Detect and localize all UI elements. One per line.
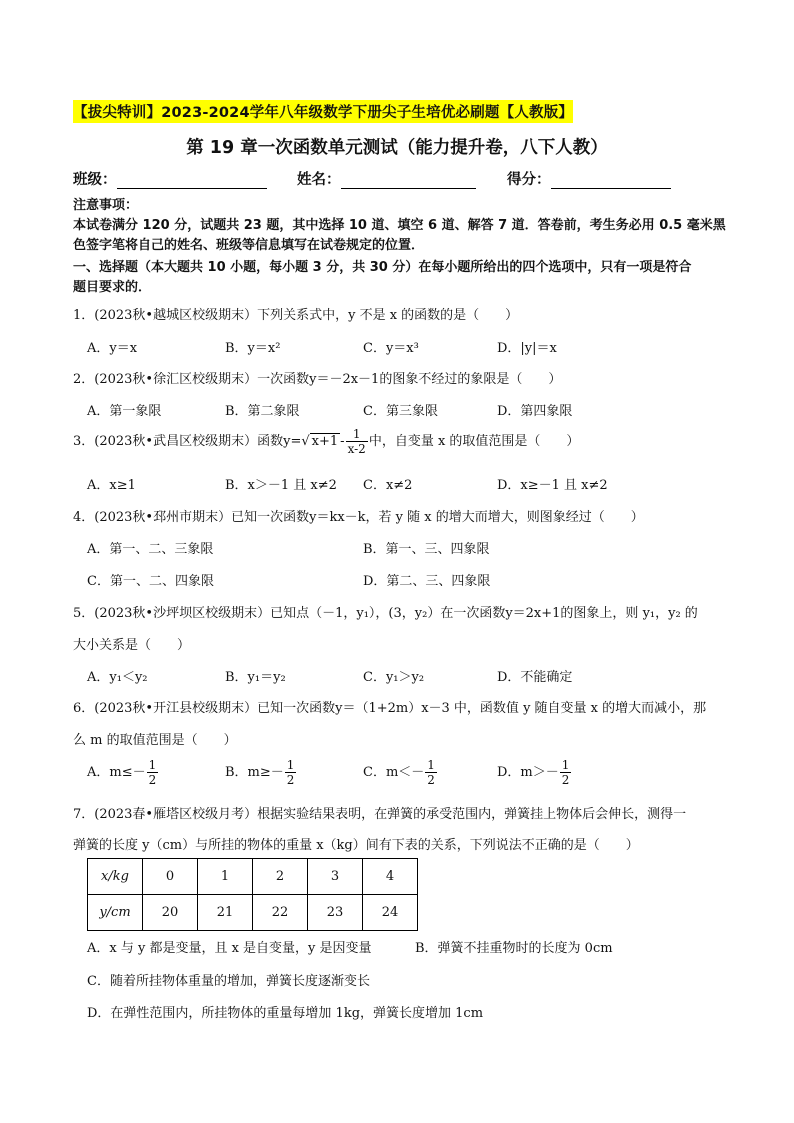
q3-sqrt-arg: x+1 xyxy=(311,434,339,449)
score-blank xyxy=(551,172,671,189)
q2-stem: 2．(2023秋•徐汇区校级期末）一次函数y＝－2x－1的图象不经过的象限是（ ） xyxy=(73,372,562,387)
q6-b-fraction xyxy=(285,758,297,787)
q3-option-c: C．x≠2 xyxy=(363,478,413,493)
q6-c-label: C．m＜－ xyxy=(363,765,425,780)
table-cell: 2 xyxy=(253,859,308,895)
q4-option-d: D．第二、三、四象限 xyxy=(363,574,491,589)
class-label: 班级： xyxy=(73,172,117,188)
q3-suffix: 中，自变量 x 的取值范围是（ ） xyxy=(368,434,580,449)
q2-option-b: B．第二象限 xyxy=(225,404,300,419)
q3-option-b: B．x＞－1 且 x≠2 xyxy=(225,478,337,493)
q6-d-fraction xyxy=(560,758,572,787)
notice-line-2: 色签字笔将自己的姓名、班级等信息填写在试卷规定的位置． xyxy=(73,238,425,253)
q3-prefix: 3．(2023秋•武昌区校级期末）函数 xyxy=(73,434,284,449)
q6-line-2: 么 m 的取值范围是（ ） xyxy=(73,733,237,748)
q5-line-2: 大小关系是（ ） xyxy=(73,638,191,653)
q1-option-b: B．y＝x² xyxy=(225,341,281,356)
notice-line-1: 本试卷满分 120 分，试题共 23 题，其中选择 10 道、填空 6 道、解答 7 道．答卷前，考生务必用 0.5 毫米黑 xyxy=(73,218,726,233)
q6-b-num: 1 xyxy=(286,758,295,772)
q3-sqrt-sign: √ xyxy=(301,434,310,449)
table-row xyxy=(88,859,418,895)
class-field xyxy=(73,168,267,189)
table-header-y: y/cm xyxy=(88,895,143,931)
q5-option-d: D．不能确定 xyxy=(497,670,573,685)
q7-line-2: 弹簧的长度 y（cm）与所挂的物体的重量 x（kg）间有下表的关系，下列说法不正确的是（ ） xyxy=(73,838,639,853)
q7-line-1: 7．(2023春•雁塔区校级月考）根据实验结果表明，在弹簧的承受范围内，弹簧挂上物体后会伸长，测得一 xyxy=(73,807,687,822)
q6-line-1: 6．(2023秋•开江县校级期末）已知一次函数y＝（1+2m）x－3 中，函数值 y 随自变量 x 的增大而减小，那 xyxy=(73,701,707,716)
name-blank xyxy=(341,172,476,189)
q6-option-c xyxy=(363,758,438,787)
q1-option-c: C．y＝x³ xyxy=(363,341,419,356)
q6-d-label: D．m＞－ xyxy=(497,765,559,780)
q5-option-b: B．y₁＝y₂ xyxy=(225,670,286,685)
q4-option-a: A．第一、二、三象限 xyxy=(87,542,214,557)
table-cell: 1 xyxy=(198,859,253,895)
table-cell: 23 xyxy=(308,895,363,931)
table-cell: 0 xyxy=(143,859,198,895)
table-cell: 21 xyxy=(198,895,253,931)
q6-d-num: 1 xyxy=(561,758,570,772)
q1-option-d: D．|y|＝x xyxy=(497,341,557,356)
q5-line-1: 5．(2023秋•沙坪坝区校级期末）已知点（－1，y₁），(3，y₂）在一次函数y＝2x+1的图象上，则 y₁，y₂ 的 xyxy=(73,606,698,621)
q3-fraction xyxy=(346,427,368,456)
q7-option-b: B．弹簧不挂重物时的长度为 0cm xyxy=(415,941,613,956)
q3-minus: - xyxy=(340,434,345,449)
name-field xyxy=(297,168,476,189)
q6-a-label: A．m≤－ xyxy=(87,765,146,780)
q6-a-fraction xyxy=(147,758,159,787)
q7-option-a: A．x 与 y 都是变量，且 x 是自变量，y 是因变量 xyxy=(87,941,372,956)
section1-line-1: 一、选择题（本大题共 10 小题，每小题 3 分，共 30 分）在每小题所给出的四个选项中，只有一项是符合 xyxy=(73,260,692,275)
table-cell: 3 xyxy=(308,859,363,895)
table-cell: 20 xyxy=(143,895,198,931)
table-header-x: x/kg xyxy=(88,859,143,895)
q6-c-den: 2 xyxy=(427,773,435,787)
q6-option-d xyxy=(497,758,572,787)
q3-option-a: A．x≥1 xyxy=(87,478,136,493)
q1-stem: 1．(2023秋•越城区校级期末）下列关系式中，y 不是 x 的函数的是（ ） xyxy=(73,308,519,323)
notice-heading: 注意事项： xyxy=(73,198,139,213)
q4-option-b: B．第一、三、四象限 xyxy=(363,542,490,557)
q6-b-den: 2 xyxy=(286,773,295,787)
section1-line-2: 题目要求的． xyxy=(73,280,152,295)
q6-c-fraction xyxy=(425,758,437,787)
score-field xyxy=(507,168,671,189)
q6-b-label: B．m≥－ xyxy=(225,765,284,780)
table-cell: 4 xyxy=(363,859,418,895)
q5-option-a: A．y₁＜y₂ xyxy=(87,670,148,685)
q4-option-c: C．第一、二、四象限 xyxy=(87,574,214,589)
q5-option-c: C．y₁＞y₂ xyxy=(363,670,425,685)
q6-option-b xyxy=(225,758,297,787)
name-label: 姓名： xyxy=(297,172,341,188)
q7-option-c: C．随着所挂物体重量的增加，弹簧长度逐渐变长 xyxy=(87,974,370,989)
class-blank xyxy=(117,172,267,189)
q7-option-d: D．在弹性范围内，所挂物体的重量每增加 1kg，弹簧长度增加 1cm xyxy=(87,1006,484,1021)
q3-frac-num: 1 xyxy=(346,427,368,442)
q3-option-d: D．x≥－1 且 x≠2 xyxy=(497,478,608,493)
q3-func-y: y= xyxy=(283,434,302,449)
q6-c-num: 1 xyxy=(427,758,435,772)
q2-option-d: D．第四象限 xyxy=(497,404,573,419)
q4-stem: 4．(2023秋•邳州市期末）已知一次函数y＝kx－k，若 y 随 x 的增大而增大，则图象经过（ ） xyxy=(73,510,644,525)
q6-a-den: 2 xyxy=(148,773,157,787)
q3-stem xyxy=(73,427,579,456)
q7-data-table xyxy=(87,858,418,931)
q1-option-a: A．y＝x xyxy=(87,341,138,356)
q2-option-a: A．第一象限 xyxy=(87,404,162,419)
q6-d-den: 2 xyxy=(561,773,570,787)
banner: 【拔尖特训】2023-2024学年八年级数学下册尖子生培优必刷题【人教版】 xyxy=(73,100,573,123)
q3-frac-den: x-2 xyxy=(347,442,366,456)
q6-option-a xyxy=(87,758,159,787)
score-label: 得分： xyxy=(507,172,551,188)
page-title: 第 19 章一次函数单元测试（能力提升卷，八下人教） xyxy=(186,138,608,158)
q6-a-num: 1 xyxy=(148,758,157,772)
table-cell: 22 xyxy=(253,895,308,931)
q2-option-c: C．第三象限 xyxy=(363,404,438,419)
table-row xyxy=(88,895,418,931)
table-cell: 24 xyxy=(363,895,418,931)
